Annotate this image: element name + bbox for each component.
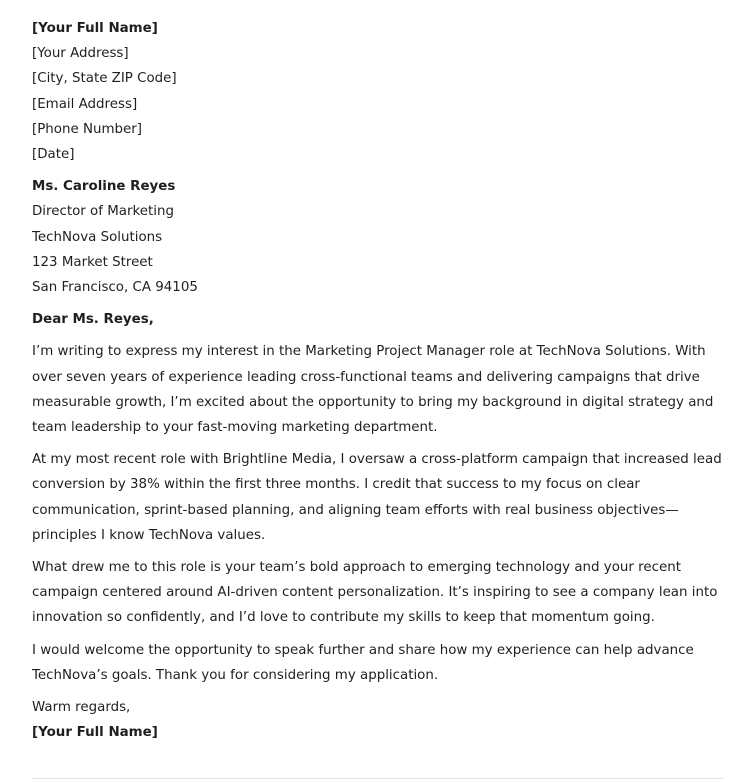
- letter-date: [Date]: [32, 147, 75, 163]
- sender-email: [Email Address]: [32, 96, 138, 112]
- sender-block: [32, 16, 728, 167]
- closing: Warm regards,: [32, 700, 131, 716]
- recipient-company: TechNova Solutions: [32, 229, 163, 245]
- closing-block: [32, 695, 728, 745]
- divider: [32, 778, 723, 779]
- sender-name: [Your Full Name]: [32, 21, 158, 36]
- sender-city-state-zip: [City, State ZIP Code]: [32, 71, 177, 87]
- sender-phone: [Phone Number]: [32, 121, 142, 137]
- recipient-city-state-zip: San Francisco, CA 94105: [32, 280, 198, 296]
- body-paragraph: What drew me to this role is your team’s bold approach to emerging technology and your recent campaign centered around AI-driven content personalization. It’s inspiring to see a company lean into innovation so confidently, and I’d love to contribute my skills to keep that momentum going.: [32, 560, 718, 626]
- sender-address: [Your Address]: [32, 46, 129, 62]
- salutation-block: [32, 307, 728, 332]
- body-paragraph: I would welcome the opportunity to speak further and share how my experience can help advance TechNova’s goals. Thank you for considering my application.: [32, 642, 694, 683]
- signature: [Your Full Name]: [32, 725, 158, 741]
- recipient-street: 123 Market Street: [32, 254, 153, 270]
- body-paragraph: I’m writing to express my interest in the Marketing Project Manager role at TechNova Solutions. With over seven years of experience leading cross-functional teams and delivering campaigns that drive measurable growth, I’m excited about the opportunity to bring my background in digital strategy and team leadership to your fast-moving marketing department.: [32, 344, 714, 436]
- salutation: Dear Ms. Reyes,: [32, 312, 154, 328]
- recipient-title: Director of Marketing: [32, 204, 174, 220]
- cover-letter: [32, 16, 728, 745]
- body-paragraph: At my most recent role with Brightline Media, I oversaw a cross-platform campaign that increased lead conversion by 38% within the first three months. I credit that success to my focus on clear communication, sprint-based planning, and aligning team efforts with real business objectives—principles I know TechNova values.: [32, 452, 722, 543]
- recipient-name: Ms. Caroline Reyes: [32, 179, 176, 195]
- recipient-block: [32, 174, 728, 300]
